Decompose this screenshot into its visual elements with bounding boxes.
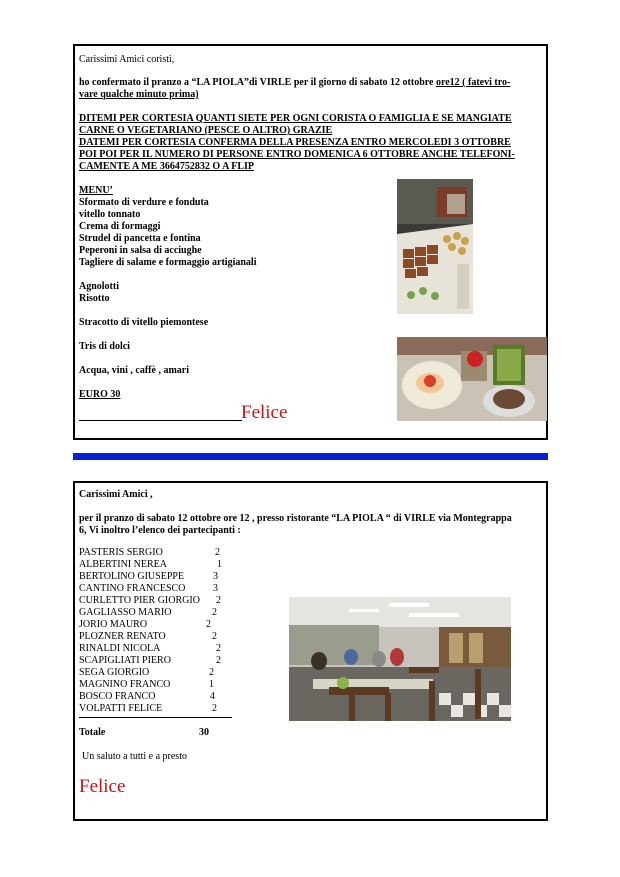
- menu-item: Risotto: [79, 293, 110, 304]
- participant-name: CANTINO FRANCESCO: [79, 583, 186, 594]
- participant-name: GAGLIASSO MARIO: [79, 607, 172, 618]
- request-line: POI POI PER IL NUMERO DI PERSONE ENTRO DOMENICA 6 OTTOBRE ANCHE TELEFONI-: [79, 149, 515, 160]
- menu-item: vitello tonnato: [79, 209, 141, 220]
- request-line: CAMENTE A ME 3664752832 O A FLIP: [79, 161, 255, 172]
- menu-item: Stracotto di vitello piemontese: [79, 317, 209, 328]
- total-value: 30: [199, 727, 209, 738]
- participant-count: 2: [206, 619, 211, 630]
- request-line: DATEMI PER CORTESIA CONFERMA DELLA PRESENZA ENTRO MERCOLEDI 3 OTTOBRE: [79, 137, 511, 148]
- menu-item: Strudel di pancetta e fontina: [79, 233, 201, 244]
- participant-count: 1: [217, 559, 222, 570]
- confirm-text: ho confermato il pranzo a “LA PIOLA”di VIRLE per il giorno di sabato 12 ottobre: [79, 77, 436, 88]
- participant-count: 1: [209, 679, 214, 690]
- price: EURO 30: [79, 389, 121, 400]
- confirm-line-1: [79, 77, 510, 89]
- letter-participants-box: [73, 481, 548, 821]
- participant-count: 2: [212, 703, 217, 714]
- restaurant-photo: [289, 597, 511, 721]
- participant-count: 2: [209, 667, 214, 678]
- total-label: Totale: [79, 727, 106, 738]
- request-line: CARNE O VEGETARIANO (PESCE O ALTRO) GRAZIE: [79, 125, 333, 136]
- signature: Felice: [241, 402, 288, 423]
- participant-name: RINALDI NICOLA: [79, 643, 161, 654]
- confirm-line-2: vare qualche minuto prima): [79, 89, 199, 100]
- participant-count: 2: [212, 631, 217, 642]
- menu-item: Tris di dolci: [79, 341, 130, 352]
- intro-line: 6, Vi inoltro l’elenco dei partecipanti :: [79, 525, 241, 536]
- participant-name: CURLETTO PIER GIORGIO: [79, 595, 200, 606]
- menu-item: Agnolotti: [79, 281, 119, 292]
- participant-count: 4: [210, 691, 215, 702]
- menu-title: MENU’: [79, 185, 113, 196]
- participant-count: 2: [216, 595, 221, 606]
- participant-count: 2: [216, 643, 221, 654]
- participant-name: ALBERTINI NEREA: [79, 559, 167, 570]
- menu-item: Peperoni in salsa di acciughe: [79, 245, 202, 256]
- greeting: Carissimi Amici coristi,: [79, 54, 175, 65]
- closing: Un saluto a tutti e a presto: [82, 751, 187, 762]
- request-line: DITEMI PER CORTESIA QUANTI SIETE PER OGNI CORISTA O FAMIGLIA E SE MANGIATE: [79, 113, 512, 124]
- participant-name: VOLPATTI FELICE: [79, 703, 163, 714]
- participant-name: PASTERIS SERGIO: [79, 547, 163, 558]
- confirm-time: ore12 ( fatevi tro-: [435, 77, 511, 88]
- signature: Felice: [79, 776, 126, 797]
- participant-name: BOSCO FRANCO: [79, 691, 156, 702]
- section-separator: [73, 453, 548, 460]
- greeting: Carissimi Amici ,: [79, 489, 153, 500]
- participant-name: JORIO MAURO: [79, 619, 148, 630]
- participant-name: SCAPIGLIATI PIERO: [79, 655, 171, 666]
- participant-name: SEGA GIORGIO: [79, 667, 150, 678]
- menu-item: Sformato di verdure e fonduta: [79, 197, 209, 208]
- total-line: [79, 717, 232, 718]
- menu-item: Crema di formaggi: [79, 221, 161, 232]
- participant-name: PLOZNER RENATO: [79, 631, 166, 642]
- buffet-photo: [397, 179, 473, 314]
- signature-line: [79, 420, 242, 421]
- participant-count: 2: [216, 655, 221, 666]
- participant-name: BERTOLINO GIUSEPPE: [79, 571, 185, 582]
- intro-line: per il pranzo di sabato 12 ottobre ore 12 , presso ristorante “LA PIOLA “ di VIRLE via Montegrappa: [79, 513, 512, 524]
- menu-item: Tagliere di salame e formaggio artigianali: [79, 257, 257, 268]
- participant-name: MAGNINO FRANCO: [79, 679, 171, 690]
- participant-count: 3: [213, 571, 218, 582]
- participant-count: 2: [212, 607, 217, 618]
- starters-photo: [397, 337, 547, 421]
- menu-item: Acqua, vini , caffè , amari: [79, 365, 189, 376]
- letter-menu-box: [73, 44, 548, 440]
- participant-count: 2: [215, 547, 220, 558]
- participant-count: 3: [213, 583, 218, 594]
